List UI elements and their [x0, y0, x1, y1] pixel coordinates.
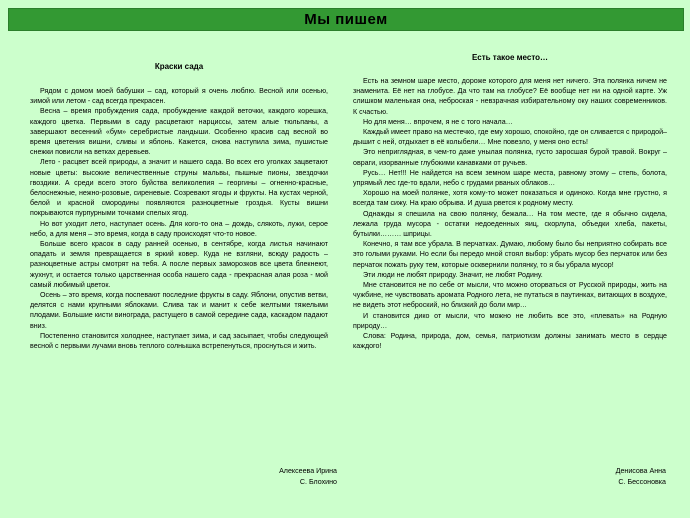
left-article-paragraph: Весна – время пробуждения сада, пробуждение каждой веточки, каждого корешка, каждого цветка. Первыми в саду расцветают нарциссы, затем алые тюльпаны, а завершают весенний «бум» серебристые ландыши. Особенно красив сад весной во время цветения вишни, сливы и яблонь. Кажется, снова наступила зима, пушистые снежки повисли на ветках деревьев. — [30, 107, 328, 157]
right-article-paragraph: Хорошо на моей полянке, хотя кому-то может показаться и одиноко. Когда мне грустно, я всегда там сижу. На краю обрыва. И душа рвется к родному месту. — [353, 189, 667, 208]
left-article — [30, 42, 328, 512]
left-article-paragraph: Осень – это время, когда поспевают последние фрукты в саду. Яблони, опустив ветви, делятся с нами крупными яблоками. Слива так и манит к себе желтыми тяжелыми плодами. Большие кисти винограда, растущего в самой середине сада, каскадом падают вниз. — [30, 291, 328, 330]
left-article-paragraph: Постепенно становится холоднее, наступает зима, и сад засыпает, чтобы следующей весной с первыми лучами вновь теплого солнышка встрепенуться, проснуться и жить. — [30, 331, 328, 351]
right-article-paragraph: Русь… Нет!!! Не найдется на всем земном шаре места, равному этому – степь, болота, упрямый лес где-то вдали, небо с грудами рваных облаков… — [353, 168, 667, 188]
right-article-paragraph: Мне становится не по себе от мысли, что можно оторваться от Русской природы, жить на чужбине, не чувствовать аромата Родного лета, не путаться в паутинках, витающих в воздухе, не видеть этот неброский, но близкий до боли мир… — [353, 281, 667, 310]
right-article-title: Есть такое место… — [471, 53, 549, 62]
left-article-paragraph: Больше всего красок в саду ранней осенью, в сентябре, когда листья начинают опадать и земля превращается в яркий ковер. Куда не взгляни, всюду радость – разноцветные астры смотрят на тебя. А после первых заморозков все цвета блекнеют, жухнут, и остается только царственная особа нашего сада - прекрасная алая роза - мой самый любимый цветок. — [30, 240, 328, 289]
right-article-paragraph: Однажды я спешила на свою полянку, бежала… На том месте, где я обычно сидела, лежала груда мусора - остатки недоеденных яиц, скорлупа, объедки хлеба, пакеты, бутылки……… шприцы. — [353, 209, 667, 239]
page-title-bar — [8, 8, 684, 31]
left-article-title: Краски сада — [154, 62, 204, 71]
page-title: Мы пишем — [304, 11, 388, 28]
right-article-paragraph: Есть на земном шаре место, дороже которого для меня нет ничего. Эта полянка ничем не знаменита. Её нет на глобусе. Да что там на глобусе? Её вообще нет ни на одной карте. Уж слишком маленькая она, неброская - невзрачная избирательному оку наших современников. К счастью. — [353, 77, 667, 116]
left-article-paragraph: Рядом с домом моей бабушки – сад, который я очень люблю. Весной или осенью, зимой или летом - сад всегда прекрасен. — [30, 87, 328, 106]
right-article-paragraph: Каждый имеет право на местечко, где ему хорошо, спокойно, где он сливается с природой– дышит с ней, отдыхает в её колыбели… Мне повезло, у меня оно есть! — [353, 128, 667, 147]
right-article-author: Денисова Анна — [615, 467, 666, 475]
right-article-village: С. Бессоновка — [618, 478, 666, 486]
left-article-village: С. Блохино — [299, 478, 337, 486]
left-article-author: Алексеева Ирина — [279, 467, 337, 475]
right-article — [353, 42, 667, 512]
right-article-paragraph: Конечно, я там все убрала. В перчатках. Думаю, любому было бы неприятно собирать все это голыми руками. Но если бы передо мной стоял выбор: убрать мусор без перчаток или без перчаток пожать руку тем, которые осквернили полянку, то я бы убрала мусор! — [353, 240, 667, 269]
right-article-paragraph: Но для меня… впрочем, я не с того начала… — [363, 117, 513, 126]
left-article-paragraph: Лето - расцвет всей природы, а значит и нашего сада. Во всех его уголках зацветают новые цветы: высокие величественные струны мальвы, пышные пионы, звездочки гвоздики. А среди всего этого буйства великолепия – георгины – огненно-красные, белоснежные, нежно-розовые, сиреневые. Созревают ягоды и фрукты. На кустах черной, белой и красной смородины появляются разноцветные гроздья. Кусты вишни покрываются пурпурными точками спелых ягод. — [30, 158, 328, 218]
left-article-signature — [230, 466, 337, 488]
right-article-paragraph: Слова: Родина, природа, дом, семья, патриотизм должны занимать место в сердце каждого! — [353, 332, 667, 351]
left-article-paragraph: Но вот уходит лето, наступает осень. Для кого-то она – дождь, слякоть, лужи, серое небо, а для меня – это время, когда в саду происходят что-то новое. — [30, 219, 328, 238]
right-article-paragraph: И становится дико от мысли, что можно не любить все это, «плевать» на Родную природу… — [353, 311, 667, 330]
right-article-paragraph: Эти люди не любят природу. Значит, не любят Родину. — [363, 270, 543, 279]
right-article-signature — [560, 466, 666, 488]
right-article-paragraph: Это неприглядная, в чем-то даже унылая полянка, густо заросшая бурой травой. Вокруг – овраги, изорванные глубокими канавками от ручьев. — [353, 148, 667, 167]
